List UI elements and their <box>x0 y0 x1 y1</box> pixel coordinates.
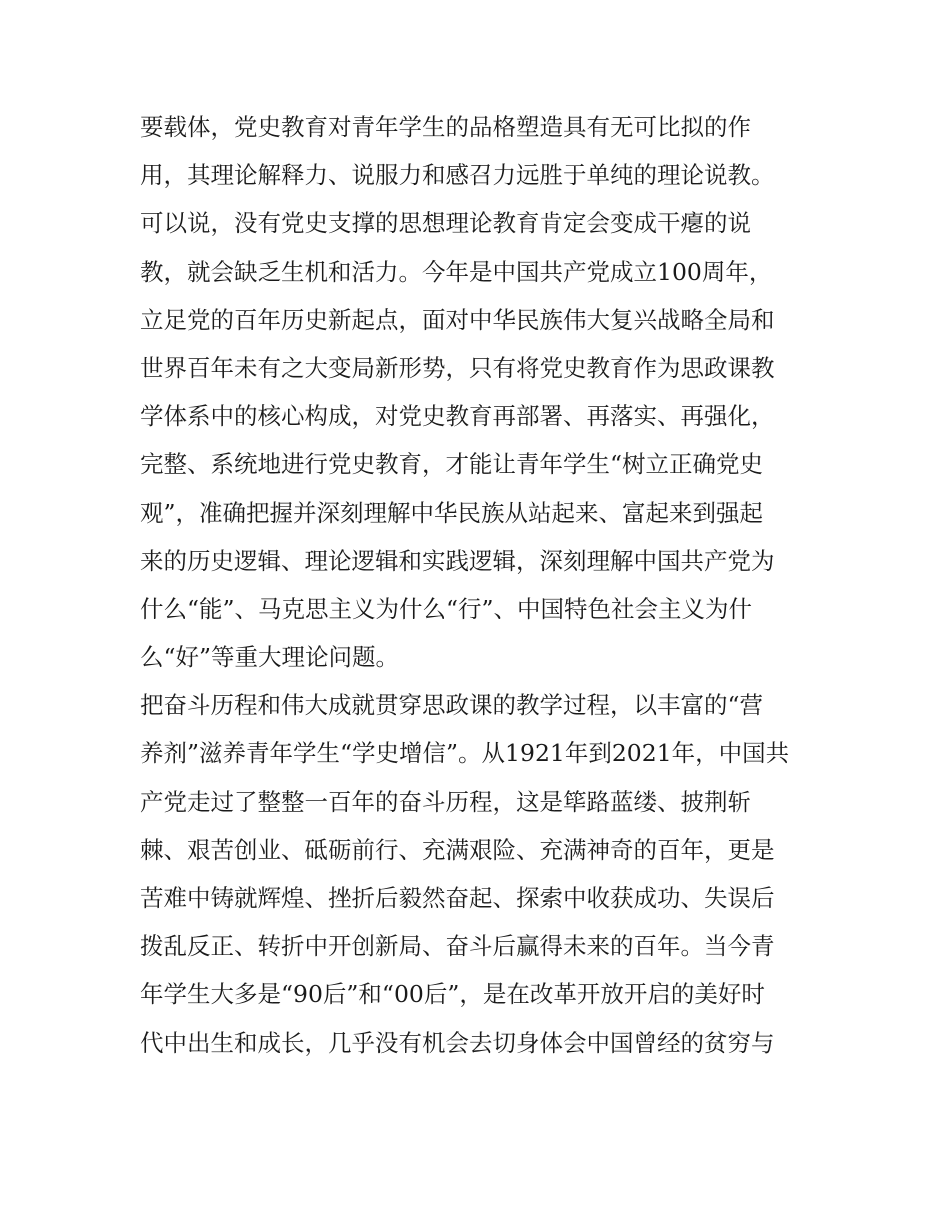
text-line: 代中出生和成长，几乎没有机会去切身体会中国曾经的贫穷与 <box>140 1028 775 1057</box>
text-line: 什么“能”、马克思主义为什么“行”、中国特色社会主义为什 <box>140 594 753 623</box>
body-text <box>140 103 820 1067</box>
text-line: 年学生大多是“90后”和“00后”，是在改革开放开启的美好时 <box>140 980 765 1009</box>
text-line: 教，就会缺乏生机和活力。今年是中国共产党成立100周年， <box>140 257 773 286</box>
text-line: 学体系中的核心构成，对党史教育再部署、再落实、再强化， <box>140 402 775 431</box>
text-line: 来的历史逻辑、理论逻辑和实践逻辑，深刻理解中国共产党为 <box>140 546 775 575</box>
text-line: 拨乱反正、转折中开创新局、奋斗后赢得未来的百年。当今青 <box>140 932 775 961</box>
text-line: 苦难中铸就辉煌、挫折后毅然奋起、探索中收获成功、失误后 <box>140 884 775 912</box>
text-line: 要载体，党史教育对青年学生的品格塑造具有无可比拟的作 <box>140 113 751 141</box>
text-line: 观”，准确把握并深刻理解中华民族从站起来、富起来到强起 <box>140 498 764 527</box>
text-line: 产党走过了整整一百年的奋斗历程，这是筚路蓝缕、披荆斩 <box>140 787 751 816</box>
text-line: 世界百年未有之大变局新形势，只有将党史教育作为思政课教 <box>140 353 775 382</box>
text-line: 养剂”滋养青年学生“学史增信”。从1921年到2021年，中国共 <box>140 739 790 768</box>
text-line: 把奋斗历程和伟大成就贯穿思政课的教学过程，以丰富的“营 <box>140 691 764 720</box>
text-line: 用，其理论解释力、说服力和感召力远胜于单纯的理论说教。 <box>140 161 775 190</box>
text-line: 可以说，没有党史支撑的思想理论教育肯定会变成干瘪的说 <box>140 209 751 238</box>
text-line: 棘、艰苦创业、砥砺前行、充满艰险、充满神奇的百年，更是 <box>140 835 775 864</box>
text-line: 么“好”等重大理论问题。 <box>140 643 400 672</box>
text-line: 完整、系统地进行党史教育，才能让青年学生“树立正确党史 <box>140 450 764 479</box>
text-line: 立足党的百年历史新起点，面对中华民族伟大复兴战略全局和 <box>140 305 775 334</box>
